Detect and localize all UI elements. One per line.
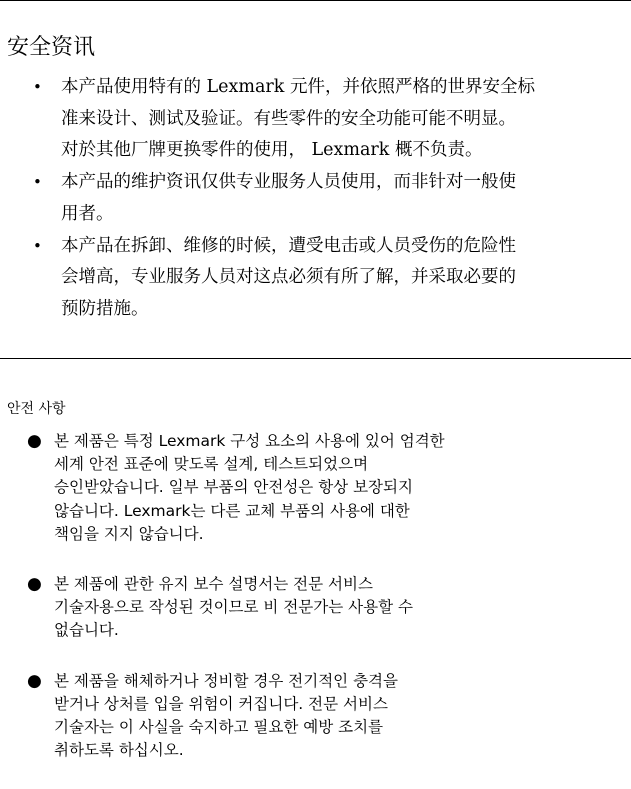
bullet-icon: ● xyxy=(27,670,42,691)
top-divider xyxy=(0,0,631,1)
zh-list-item xyxy=(0,231,631,326)
ko-item-line: 기술자는 이 사실을 숙지하고 필요한 예방 조치를 xyxy=(54,718,384,737)
zh-item-line: 准来设计、测试及验证。有些零件的安全功能可能不明显。 xyxy=(61,108,516,129)
ko-list-item xyxy=(0,670,631,763)
zh-safety-list xyxy=(0,72,631,326)
ko-item-line: 기술자용으로 작성된 것이므로 비 전문가는 사용할 수 xyxy=(54,598,413,617)
ko-list-item xyxy=(0,573,631,643)
bullet-icon: • xyxy=(33,173,42,192)
zh-list-item xyxy=(0,167,631,230)
zh-item-line: 预防措施。 xyxy=(61,298,149,319)
bullet-icon: • xyxy=(33,78,42,96)
ko-section-title: 안전 사항 xyxy=(7,401,66,417)
bullet-icon: ● xyxy=(27,431,42,451)
zh-item-line: 本产品使用特有的 Lexmark 元件，并依照严格的世界安全标 xyxy=(61,77,535,97)
ko-item-line: 않습니다. Lexmark는 다른 교체 부품의 사용에 대한 xyxy=(54,501,410,520)
zh-item-line: 会增高，专业服务人员对这点必须有所了解，并采取必要的 xyxy=(61,267,516,288)
zh-item-line: 对於其他厂牌更换零件的使用， Lexmark 概不负责。 xyxy=(61,140,483,161)
bullet-icon: • xyxy=(33,236,42,255)
ko-item-line: 책임을 지지 않습니다. xyxy=(54,524,204,543)
zh-item-line: 本产品的维护资讯仅供专业服务人员使用，而非针对一般使 xyxy=(61,172,516,193)
ko-item-line: 본 제품은 특정 Lexmark 구성 요소의 사용에 있어 엄격한 xyxy=(54,432,445,450)
ko-list-item xyxy=(0,430,631,546)
ko-item-line: 승인받았습니다. 일부 부품의 안전성은 항상 보장되지 xyxy=(54,478,413,497)
zh-item-line: 用者。 xyxy=(61,203,114,224)
zh-section-title: 安全资讯 xyxy=(7,35,96,60)
ko-item-line: 받거나 상처를 입을 위험이 커집니다. 전문 서비스 xyxy=(54,694,388,713)
zh-item-line: 本产品在拆卸、维修的时候，遭受电击或人员受伤的危险性 xyxy=(61,235,516,256)
ko-item-line: 본 제품을 해체하거나 정비할 경우 전기적인 충격을 xyxy=(54,671,398,690)
zh-list-item xyxy=(0,72,631,167)
ko-item-line: 본 제품에 관한 유지 보수 설명서는 전문 서비스 xyxy=(54,575,373,594)
ko-safety-list xyxy=(0,430,631,789)
bullet-icon: ● xyxy=(27,574,42,595)
section-divider xyxy=(0,358,631,359)
ko-item-line: 세계 안전 표준에 맞도록 설계, 테스트되었으며 xyxy=(54,455,369,474)
ko-item-line: 취하도록 하십시오. xyxy=(54,741,184,760)
ko-item-line: 없습니다. xyxy=(54,621,119,640)
